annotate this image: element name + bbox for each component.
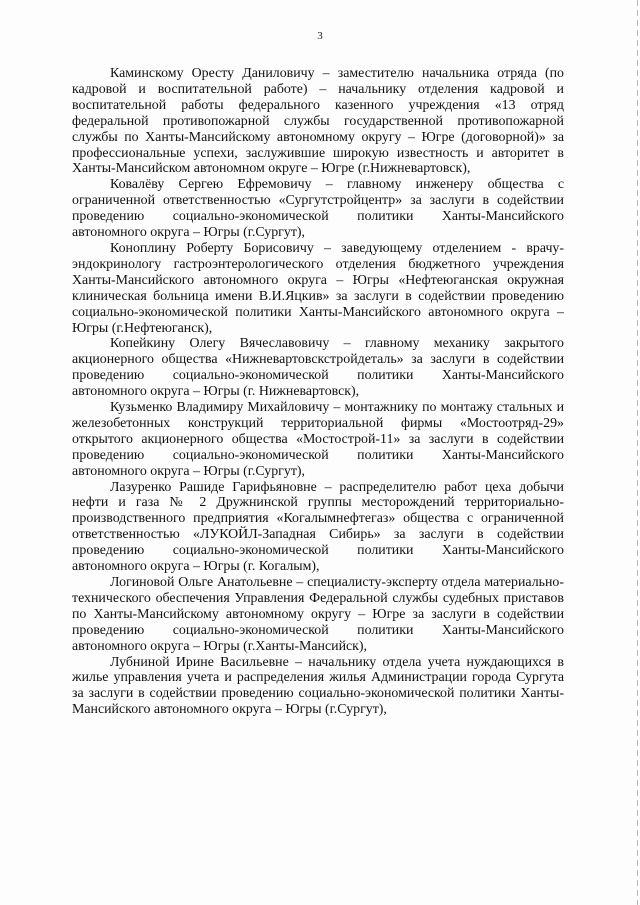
paragraph-lazurenko: Лазуренко Рашиде Гарифьяновне – распределителю работ цеха добычи нефти и газа № 2 Дружнинской группы месторождений территориально-производственного предприятия «Когалымнефтегаз» общества с ограниченной ответственностью «ЛУКОЙЛ-Западная Сибирь» за заслуги в содействии проведению социально-экономической политики Ханты-Мансийского автономного округа – Югры (г. Когалым), bbox=[72, 479, 564, 575]
paragraph-kovalev: Ковалёву Сергею Ефремовичу – главному инженеру общества с ограниченной ответственностью «Сургутстройцентр» за заслуги в содействии проведению социально-экономической политики Ханты-Мансийского автономного округа – Югры (г.Сургут), bbox=[72, 177, 564, 241]
paragraph-kaminsky: Каминскому Оресту Даниловичу – заместителю начальника отряда (по кадровой и воспитательной работе) – начальнику отделения кадровой и воспитательной работы федерального казенного учреждения «13 отряд федеральной противопожарной службы государственной противопожарной службы по Ханты-Мансийскому автономному округу – Югре (договорной)» за профессиональные успехи, заслужившие широкую известность и авторитет в Ханты-Мансийском автономном округе – Югре (г.Нижневартовск), bbox=[72, 66, 564, 177]
document-body bbox=[72, 66, 564, 718]
paragraph-kuzmenko: Кузьменко Владимиру Михайловичу – монтажнику по монтажу стальных и железобетонных конструкций территориальной фирмы «Мостоотряд-29» открытого акционерного общества «Мостострой-11» за заслуги в содействии проведению социально-экономической политики Ханты-Мансийского автономного округа – Югры (г.Сургут), bbox=[72, 400, 564, 479]
page-number: 3 bbox=[317, 30, 323, 42]
paragraph-konoplin: Коноплину Роберту Борисовичу – заведующему отделением - врачу-эндокринологу гастроэнтерологического отделения бюджетного учреждения Ханты-Мансийского автономного округа – Югры «Нефтеюганская окружная клиническая больница имени В.И.Яцкив» за заслуги в содействии проведению социально-экономической политики Ханты-Мансийского автономного округа – Югры (г.Нефтеюганск), bbox=[72, 240, 564, 336]
paragraph-loginova: Логиновой Ольге Анатольевне – специалисту-эксперту отдела материально-технического обеспечения Управления Федеральной службы судебных приставов по Ханты-Мансийскому автономному округу – Югре за заслуги в содействии проведению социально-экономической политики Ханты-Мансийского автономного округа – Югры (г.Ханты-Мансийск), bbox=[72, 575, 564, 654]
scan-edge-line bbox=[637, 0, 638, 905]
paragraph-kopeykin: Копейкину Олегу Вячеславовичу – главному механику закрытого акционерного общества «Нижневартовскстройдеталь» за заслуги в содействии проведению социально-экономической политики Ханты-Мансийского автономного округа – Югры (г. Нижневартовск), bbox=[72, 336, 564, 400]
paragraph-lubnina: Лубниной Ирине Васильевне – начальнику отдела учета нуждающихся в жилье управления учета и распределения жилья Администрации города Сургута за заслуги в содействии проведению социально-экономической политики Ханты-Мансийского автономного округа – Югры (г.Сургут), bbox=[72, 654, 564, 718]
